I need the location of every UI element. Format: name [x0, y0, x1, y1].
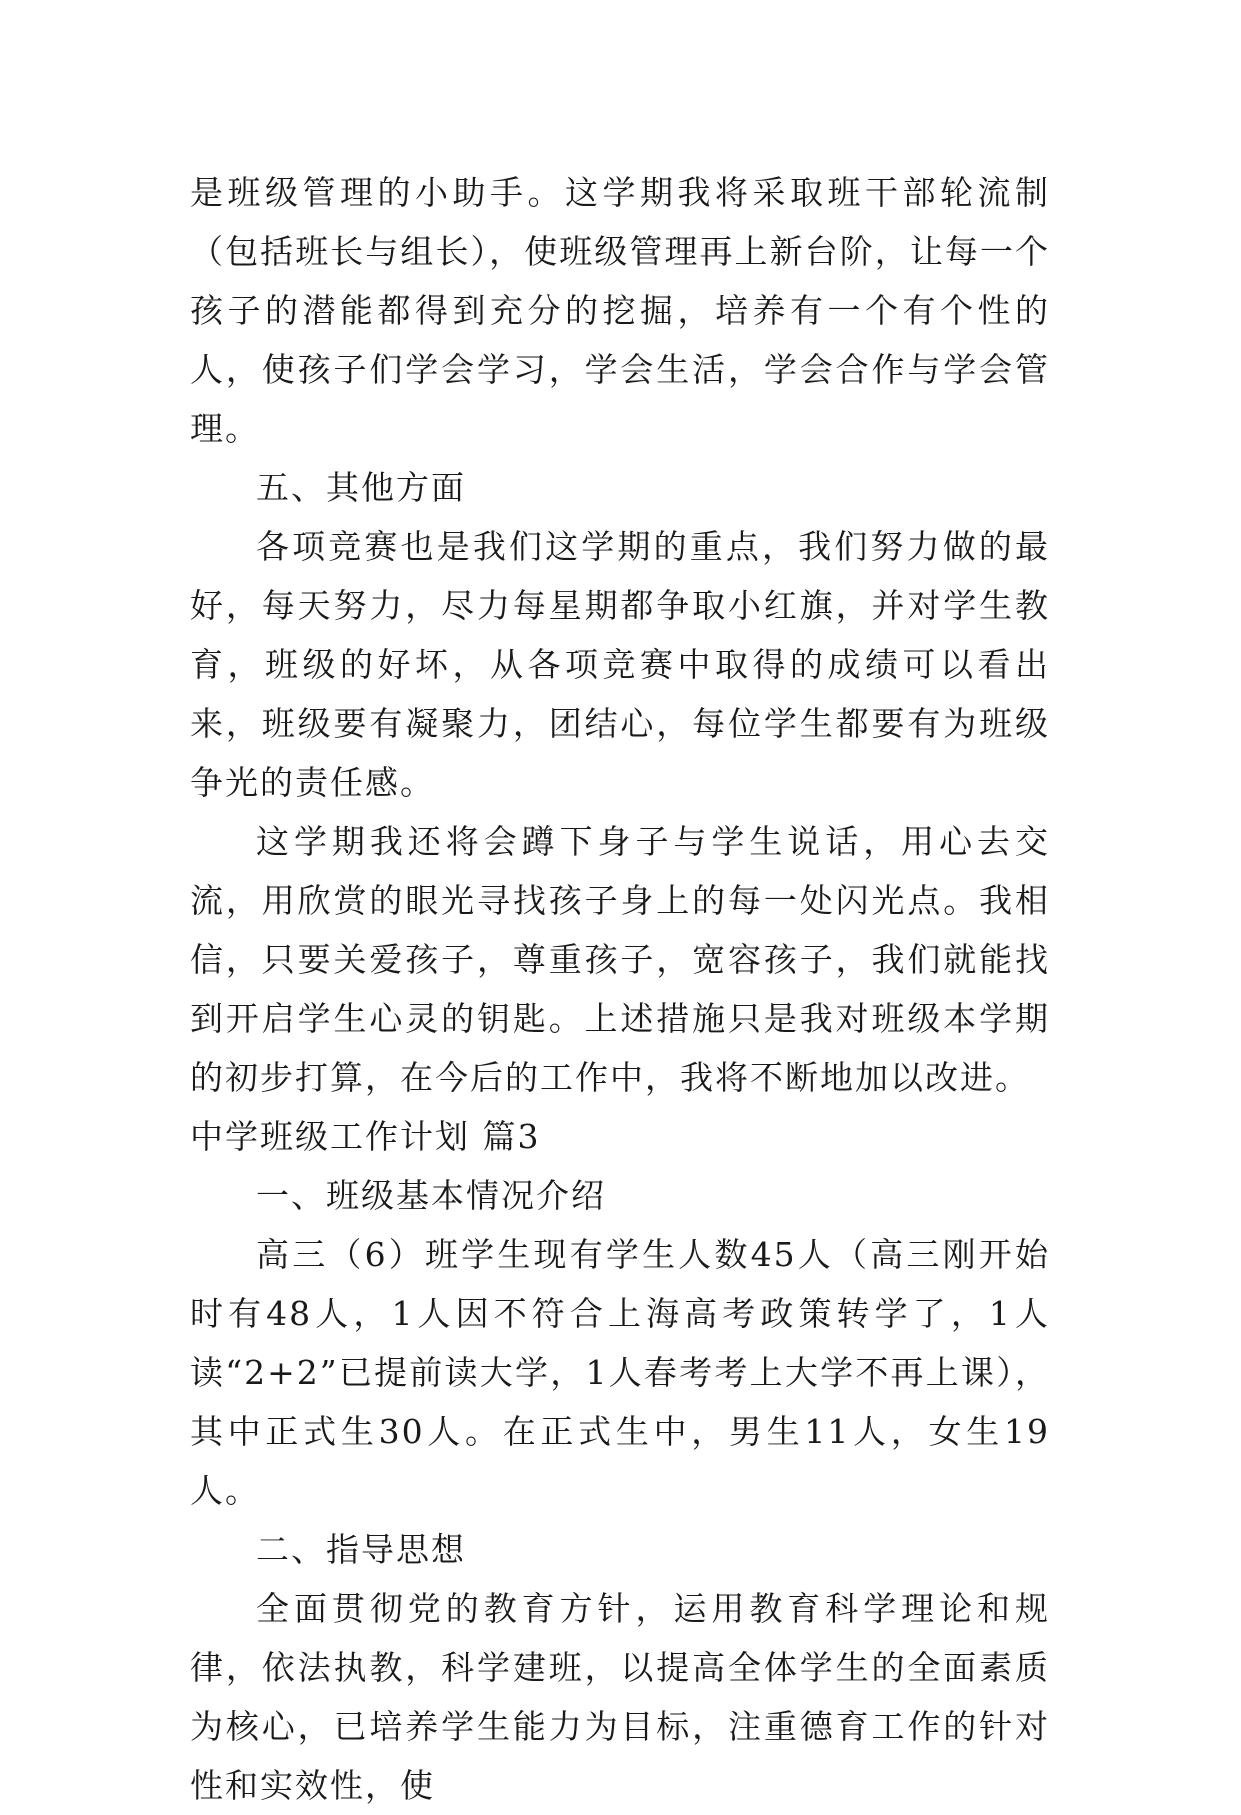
paragraph-class-management-continuation: 是班级管理的小助手。这学期我将采取班干部轮流制（包括班长与组长），使班级管理再上新台阶，让每一个孩子的潜能都得到充分的挖掘，培养有一个有个性的人，使孩子们学会学习，学会生活，学会合作与学会管理。 [190, 173, 1050, 448]
paragraph-competitions: 各项竞赛也是我们这学期的重点，我们努力做的最好，每天努力，尽力每星期都争取小红旗，并对学生教育，班级的好坏，从各项竞赛中取得的成绩可以看出来，班级要有凝聚力，团结心，每位学生都要有为班级争光的责任感。 [190, 527, 1050, 802]
section-heading-other-aspects: 五、其他方面 [256, 468, 466, 507]
document-body [190, 163, 1050, 1815]
plan-title: 中学班级工作计划 篇3 [190, 1117, 541, 1156]
paragraph-guiding-ideology: 全面贯彻党的教育方针，运用教育科学理论和规律，依法执教，科学建班，以提高全体学生的全面素质为核心，已培养学生能力为目标，注重德育工作的针对性和实效性，使 [190, 1589, 1050, 1805]
section-heading-guiding-ideology: 二、指导思想 [256, 1530, 466, 1569]
paragraph-class-statistics: 高三（6）班学生现有学生人数45人（高三刚开始时有48人，1人因不符合上海高考政策转学了，1人读“2+2”已提前读大学，1人春考考上大学不再上课），其中正式生30人。在正式生中，男生11人，女生19人。 [190, 1235, 1050, 1510]
paragraph-communication: 这学期我还将会蹲下身子与学生说话，用心去交流，用欣赏的眼光寻找孩子身上的每一处闪光点。我相信，只要关爱孩子，尊重孩子，宽容孩子，我们就能找到开启学生心灵的钥匙。上述措施只是我对班级本学期的初步打算，在今后的工作中，我将不断地加以改进。 [190, 822, 1050, 1097]
section-heading-class-introduction: 一、班级基本情况介绍 [256, 1176, 606, 1215]
